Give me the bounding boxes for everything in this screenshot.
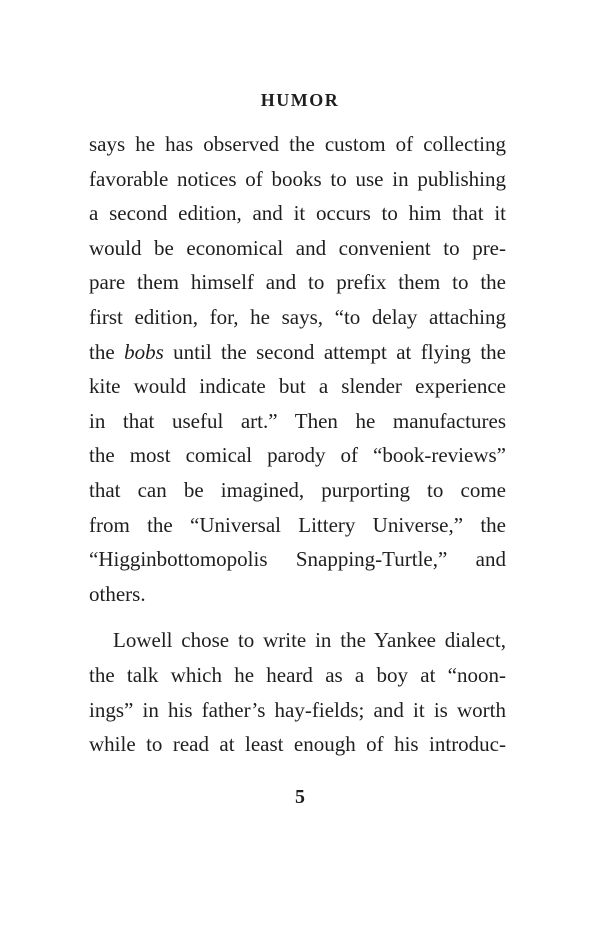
paragraph (89, 127, 506, 611)
text-line: would be economical and convenient to pre- (89, 235, 506, 260)
text-fragment: until the second attempt at flying the (163, 339, 506, 364)
italic-word: bobs (124, 339, 164, 364)
text-line: a second edition, and it occurs to him that it (89, 201, 506, 226)
text-line: “Higginbottomopolis Snapping-Turtle,” and (89, 547, 506, 572)
text-line: kite would indicate but a slender experience (89, 374, 506, 399)
text-line: favorable notices of books to use in publishing (89, 166, 506, 191)
text-fragment: the (89, 339, 125, 364)
paragraph-gap (89, 611, 506, 623)
running-head: HUMOR (260, 90, 340, 110)
text-line (89, 335, 506, 370)
text-line: while to read at least enough of his introduc- (89, 732, 506, 757)
text-line: that can be imagined, purporting to come (89, 477, 506, 502)
text-line: Lowell chose to write in the Yankee dialect, (113, 628, 506, 653)
body-text (89, 127, 506, 762)
text-line: first edition, for, he says, “to delay attaching (89, 304, 506, 329)
page-number: 5 (295, 786, 305, 808)
text-line: in that useful art.” Then he manufactures (89, 408, 506, 433)
text-line: others. (89, 581, 146, 606)
text-line: ings” in his father’s hay-fields; and it is worth (89, 697, 506, 722)
text-line: from the “Universal Littery Universe,” the (89, 512, 506, 537)
text-line: says he has observed the custom of collecting (89, 132, 506, 156)
paragraph (89, 623, 506, 761)
text-line: pare them himself and to prefix them to the (89, 270, 506, 295)
text-line: the most comical parody of “book-reviews” (89, 443, 506, 468)
text-line: the talk which he heard as a boy at “noon- (89, 662, 506, 687)
